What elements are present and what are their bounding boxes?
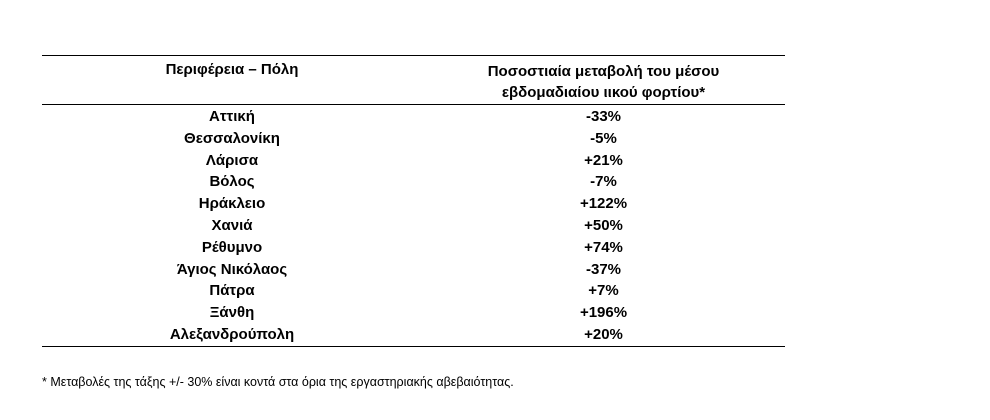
table-row xyxy=(42,237,785,259)
cell-region: Χανιά xyxy=(211,216,253,234)
cell-change: -37% xyxy=(585,260,622,278)
table-bottom-rule xyxy=(42,346,785,347)
cell-change: +122% xyxy=(579,195,628,213)
table-row xyxy=(42,259,785,281)
cell-change: -5% xyxy=(590,129,617,147)
header-change xyxy=(422,56,785,104)
cell-change: -7% xyxy=(590,173,617,191)
table-row xyxy=(42,193,785,215)
footnote: * Μεταβολές της τάξης +/- 30% είναι κοντά στα όρια της εργαστηριακής αβεβαιότητας. xyxy=(42,375,514,389)
cell-region: Ξάνθη xyxy=(209,304,255,322)
cell-region: Αλεξανδρούπολη xyxy=(169,325,295,343)
table-row xyxy=(42,280,785,302)
table-header-row xyxy=(42,56,785,104)
header-region: Περιφέρεια – Πόλη xyxy=(165,61,299,78)
cell-change: +196% xyxy=(579,304,628,322)
cell-change: +21% xyxy=(584,151,623,169)
table-row xyxy=(42,106,785,128)
cell-region: Άγιος Νικόλαος xyxy=(176,260,288,278)
table-row xyxy=(42,128,785,150)
cell-change: +74% xyxy=(584,238,623,256)
cell-region: Αττική xyxy=(209,108,255,125)
table-row xyxy=(42,215,785,237)
cell-region: Θεσσαλονίκη xyxy=(184,129,280,147)
cell-region: Βόλος xyxy=(209,173,255,191)
table-row xyxy=(42,171,785,193)
cell-change: +50% xyxy=(584,216,623,234)
table-row xyxy=(42,324,785,346)
table-row xyxy=(42,302,785,324)
header-change-line1: Ποσοστιαία μεταβολή του μέσου xyxy=(487,63,720,80)
cell-change: +7% xyxy=(588,282,619,300)
cell-change: -33% xyxy=(585,108,622,125)
cell-change: +20% xyxy=(584,325,623,343)
cell-region: Ηράκλειο xyxy=(198,195,266,213)
table-body xyxy=(42,105,785,346)
cell-region: Λάρισα xyxy=(205,151,259,169)
cell-region: Ρέθυμνο xyxy=(201,238,263,256)
data-table xyxy=(42,55,785,347)
header-change-line2: εβδομαδιαίου ιικού φορτίου* xyxy=(501,84,706,101)
table-row xyxy=(42,150,785,172)
cell-region: Πάτρα xyxy=(209,282,255,300)
